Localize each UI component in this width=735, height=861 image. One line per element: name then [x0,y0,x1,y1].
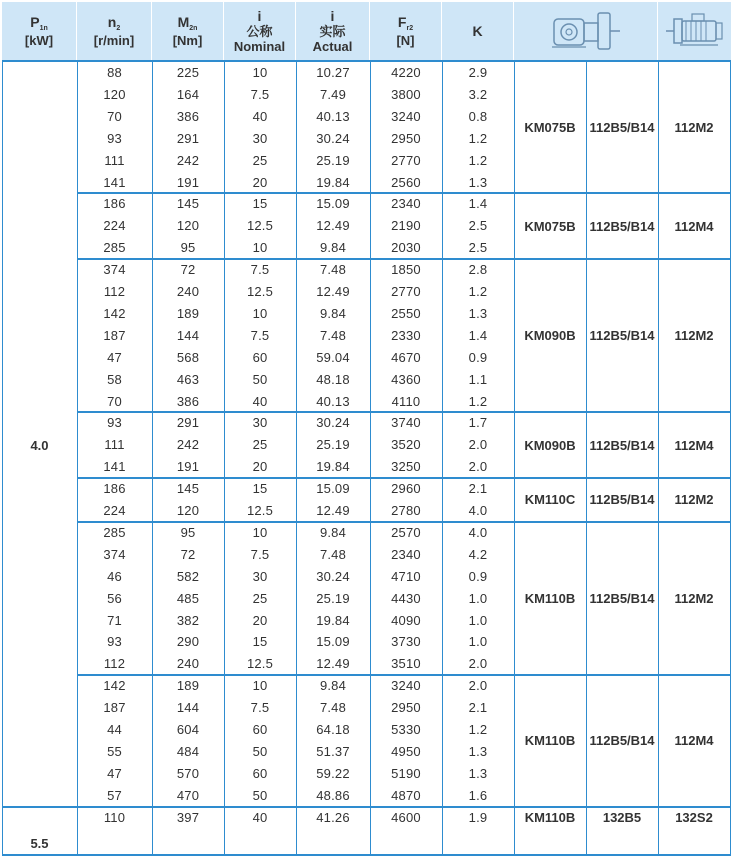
table-cell: 1.0 [468,612,488,628]
table-cell: 2030 [391,240,421,256]
table-cell: 225 [176,65,200,80]
model-motor: 112M2 [674,120,714,136]
ratio-nominal-symbol: i [257,7,262,24]
table-cell: 12.49 [316,218,350,234]
table-cell: 568 [176,349,200,365]
ratio-actual-cn: 实际 [319,23,346,39]
table-cell: 93 [107,415,122,431]
table-cell: 60 [252,765,268,781]
table-cell: 141 [103,459,126,475]
table-cell: 3250 [391,459,421,475]
ratio-actual-en: Actual [312,38,353,54]
table-cell: 4870 [391,787,421,803]
table-cell: 3.2 [468,86,488,102]
speed-subscript: 2 [116,24,121,32]
model-motor: 112M2 [674,328,714,344]
motor-icon [664,11,726,51]
table-cell: 2950 [391,130,421,146]
table-cell: 19.84 [316,459,350,475]
table-cell: 0.8 [468,108,488,124]
table-cell: 2190 [391,218,421,234]
table-cell: 25.19 [316,152,350,168]
table-cell: 2330 [391,327,421,343]
table-cell: 1.0 [468,634,488,650]
table-cell: 111 [104,437,125,453]
table-cell: 110 [103,809,126,825]
power-unit: [kW] [24,32,54,48]
table-cell: 186 [103,481,126,497]
table-cell: 47 [107,765,122,781]
table-cell: 64.18 [316,722,350,737]
table-cell: 1850 [391,262,421,278]
table-cell: 12.49 [316,284,350,299]
table-cell: 25 [252,152,268,168]
column-rule [730,60,731,856]
table-cell: 40.13 [316,108,350,124]
table-cell: 224 [103,218,126,234]
table-cell: 7.49 [319,86,347,102]
table-cell: 604 [176,722,200,737]
header-ratio-actual [296,2,370,60]
table-cell: 189 [176,678,200,694]
table-cell: 60 [252,722,268,737]
model-motor: 132S2 [675,810,713,826]
table-cell: 4.0 [468,524,488,540]
table-cell: 95 [180,524,196,540]
table-cell: 4430 [391,590,421,606]
table-cell: 4110 [391,393,421,409]
table-cell: 120 [176,503,200,518]
table-cell: 95 [180,240,196,256]
table-cell: 72 [180,546,196,562]
table-cell: 50 [252,743,268,759]
table-cell: 19.84 [316,612,350,628]
table-cell: 386 [176,108,200,124]
table-cell: 1.2 [468,130,488,146]
header-radial-load [370,2,442,60]
table-cell: 2.1 [468,700,488,716]
table-cell: 4670 [391,349,421,365]
table-cell: 189 [176,305,200,321]
table-cell: 191 [176,459,200,475]
model-flange: 112B5/B14 [589,492,655,508]
table-cell: 10 [252,524,268,540]
table-cell: 1.3 [468,765,488,781]
table-cell: 582 [176,568,200,584]
table-cell: 3510 [391,656,421,672]
table-cell: 224 [103,503,126,518]
table-cell: 46 [107,568,122,584]
power-symbol: P [30,13,40,30]
table-cell: 484 [176,743,200,759]
table-cell: 25 [252,590,268,606]
header-service-factor [442,2,514,60]
table-cell: 40 [252,393,268,409]
table-cell: 55 [107,743,122,759]
table-cell: 141 [103,174,126,190]
ratio-nominal-cn: 公称 [246,23,273,39]
table-cell: 44 [107,722,122,737]
table-cell: 187 [103,327,126,343]
table-cell: 10 [252,305,268,321]
table-cell: 56 [107,590,122,606]
table-cell: 242 [176,437,200,453]
table-cell: 240 [176,656,200,672]
table-cell: 93 [107,130,122,146]
table-cell: 3730 [391,634,421,650]
table-cell: 7.5 [250,262,270,278]
table-cell: 15 [252,634,268,650]
model-reducer: KM110C [524,492,576,508]
table-cell: 144 [176,700,200,716]
header-output-torque [152,2,224,60]
table-cell: 7.48 [319,327,347,343]
table-cell: 7.48 [319,546,347,562]
table-cell: 0.9 [468,568,488,584]
service-factor-symbol: K [472,22,483,39]
table-cell: 1.3 [468,743,488,759]
table-cell: 30.24 [316,415,350,431]
table-cell: 25.19 [316,437,350,453]
table-cell: 4710 [391,568,421,584]
table-cell: 2.0 [468,459,488,475]
model-flange: 112B5/B14 [589,120,655,136]
table-cell: 186 [103,196,126,212]
table-cell: 386 [176,393,200,409]
model-flange: 112B5/B14 [589,328,655,344]
table-cell: 9.84 [319,678,347,694]
table-cell: 15.09 [316,481,350,497]
table-cell: 4.0 [468,503,488,518]
radial-load-symbol: F [397,13,407,30]
model-motor: 112M4 [674,218,714,234]
model-flange: 112B5/B14 [589,437,655,453]
table-cell: 9.84 [319,524,347,540]
table-cell: 93 [107,634,122,650]
table-cell: 1.4 [468,196,488,212]
table-cell: 25 [252,437,268,453]
table-cell: 5190 [391,765,421,781]
ratio-nominal-en: Nominal [233,38,286,54]
model-reducer: KM090B [524,437,576,453]
table-cell: 4.2 [468,546,488,562]
table-cell: 242 [176,152,200,168]
table-cell: 4600 [391,809,421,825]
table-cell: 15.09 [316,634,350,650]
table-cell: 30 [252,568,268,584]
table-cell: 60 [252,349,268,365]
model-flange: 112B5/B14 [589,733,655,749]
table-cell: 40 [252,108,268,124]
model-motor: 112M4 [674,437,714,453]
table-cell: 2960 [391,481,421,497]
table-cell: 4360 [391,371,421,387]
table-cell: 463 [176,371,200,387]
table-cell: 12.5 [246,284,274,299]
table-cell: 145 [176,196,200,212]
table-cell: 10 [252,240,268,256]
table-cell: 2.5 [468,218,488,234]
table-cell: 7.5 [250,700,270,716]
power-subscript: 1n [39,24,48,32]
table-cell: 570 [176,765,200,781]
table-cell: 470 [176,787,200,803]
model-flange: 132B5 [602,810,642,826]
table-cell: 291 [176,415,200,431]
table-cell: 2560 [391,174,421,190]
table-cell: 145 [176,481,200,497]
table-cell: 2.9 [468,65,488,80]
table-cell: 50 [252,371,268,387]
table-cell: 59.22 [316,765,350,781]
table-cell: 1.3 [468,305,488,321]
torque-unit: [Nm] [172,32,203,48]
header-power [2,2,77,60]
table-cell: 5330 [391,722,421,737]
table-cell: 2770 [391,152,421,168]
gear-motor-selection-table [2,2,731,856]
table-cell: 72 [180,262,196,278]
table-cell: 47 [107,349,122,365]
gearbox-icon [546,9,626,53]
table-cell: 10 [252,65,268,80]
table-cell: 15.09 [316,196,350,212]
table-cell: 70 [107,393,122,409]
model-reducer: KM075B [524,120,576,136]
table-cell: 164 [176,86,200,102]
model-reducer: KM075B [524,218,576,234]
model-reducer: KM110B [524,733,576,749]
table-cell: 1.4 [468,327,488,343]
model-reducer: KM110B [524,591,576,607]
header-gearbox-image [514,2,658,60]
model-flange: 112B5/B14 [589,218,655,234]
model-reducer: KM110B [524,810,576,826]
table-cell: 144 [176,327,200,343]
table-cell: 20 [252,612,268,628]
table-cell: 2340 [391,196,421,212]
table-cell: 88 [107,65,122,80]
table-cell: 12.5 [246,218,274,234]
table-cell: 2.8 [468,262,488,278]
table-cell: 12.5 [246,503,274,518]
table-cell: 2.0 [468,656,488,672]
table-cell: 2770 [391,284,421,299]
table-cell: 7.5 [250,86,270,102]
table-cell: 1.2 [468,393,488,409]
table-cell: 7.48 [319,262,347,278]
model-motor: 112M2 [674,492,714,508]
table-cell: 2.5 [468,240,488,256]
model-motor: 112M4 [674,733,714,749]
table-cell: 48.86 [316,787,350,803]
table-cell: 285 [103,524,126,540]
table-cell: 2950 [391,700,421,716]
table-cell: 48.18 [316,371,350,387]
table-cell: 1.3 [468,174,488,190]
table-cell: 40 [252,809,268,825]
table-cell: 19.84 [316,174,350,190]
table-cell: 1.9 [468,809,488,825]
radial-load-unit: [N] [396,32,415,48]
table-cell: 4220 [391,65,421,80]
table-cell: 2.1 [468,481,488,497]
table-cell: 2340 [391,546,421,562]
model-flange: 112B5/B14 [589,591,655,607]
table-cell: 70 [107,108,122,124]
table-cell: 1.2 [468,722,488,737]
table-cell: 7.5 [250,546,270,562]
table-cell: 3240 [391,678,421,694]
table-cell: 240 [176,284,200,299]
table-cell: 51.37 [316,743,350,759]
table-cell: 1.2 [468,152,488,168]
table-cell: 40.13 [316,393,350,409]
header-motor-image [658,2,731,60]
header-output-speed [77,2,152,60]
table-cell: 285 [103,240,126,256]
table-cell: 1.6 [468,787,488,803]
power-value-4kw: 4.0 [30,437,49,453]
model-reducer: KM090B [524,328,576,344]
table-cell: 20 [252,174,268,190]
table-cell: 397 [176,809,200,825]
header-ratio-nominal [224,2,296,60]
table-cell: 10.27 [316,65,350,80]
table-cell: 2550 [391,305,421,321]
table-cell: 4950 [391,743,421,759]
table-cell: 1.0 [468,590,488,606]
table-cell: 30 [252,415,268,431]
table-cell: 291 [176,130,200,146]
table-cell: 382 [176,612,200,628]
table-cell: 485 [176,590,200,606]
table-cell: 120 [103,86,126,102]
table-cell: 290 [176,634,200,650]
speed-symbol: n [107,13,117,30]
table-cell: 15 [252,481,268,497]
table-cell: 3240 [391,108,421,124]
table-cell: 1.7 [468,415,488,431]
table-cell: 25.19 [316,590,350,606]
table-cell: 4090 [391,612,421,628]
table-cell: 374 [103,546,126,562]
table-cell: 1.2 [468,284,488,299]
table-cell: 9.84 [319,305,347,321]
table-cell: 187 [103,700,126,716]
table-cell: 50 [252,787,268,803]
table-cell: 30.24 [316,130,350,146]
table-cell: 57 [107,787,122,803]
table-cell: 30 [252,130,268,146]
table-cell: 142 [103,678,126,694]
table-cell: 7.48 [319,700,347,716]
table-cell: 2.0 [468,437,488,453]
radial-load-subscript: r2 [406,24,414,32]
table-cell: 2570 [391,524,421,540]
table-cell: 20 [252,459,268,475]
table-cell: 7.5 [250,327,270,343]
table-cell: 142 [103,305,126,321]
table-cell: 112 [103,284,126,299]
table-cell: 3740 [391,415,421,431]
table-cell: 120 [176,218,200,234]
table-cell: 111 [104,152,125,168]
table-cell: 1.1 [468,371,488,387]
table-cell: 15 [252,196,268,212]
table-cell: 112 [103,656,126,672]
table-cell: 191 [176,174,200,190]
table-cell: 12.49 [316,656,350,672]
table-cell: 3520 [391,437,421,453]
power-value-5kw: 5.5 [30,835,49,851]
table-cell: 2780 [391,503,421,518]
table-cell: 71 [107,612,122,628]
table-cell: 3800 [391,86,421,102]
table-cell: 41.26 [316,809,350,825]
table-cell: 12.5 [246,656,274,672]
table-cell: 58 [107,371,122,387]
table-cell: 2.0 [468,678,488,694]
table-cell: 30.24 [316,568,350,584]
table-cell: 59.04 [316,349,350,365]
torque-symbol: M [177,13,190,30]
table-cell: 0.9 [468,349,488,365]
model-motor: 112M2 [674,591,714,607]
table-cell: 10 [252,678,268,694]
table-cell: 374 [103,262,126,278]
ratio-actual-symbol: i [330,7,335,24]
table-cell: 12.49 [316,503,350,518]
table-bottom-rule [2,854,731,856]
torque-subscript: 2n [189,24,198,32]
speed-unit: [r/min] [93,32,135,48]
table-cell: 9.84 [319,240,347,256]
